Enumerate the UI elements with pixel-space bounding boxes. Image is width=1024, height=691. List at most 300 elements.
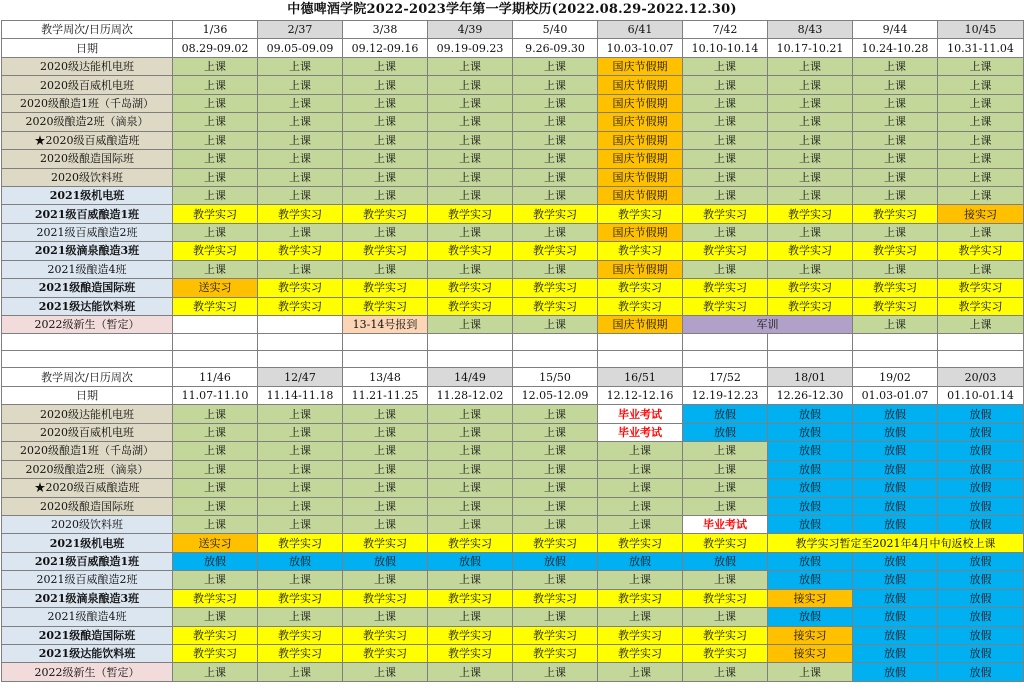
class-row xyxy=(2,552,1024,570)
class-row xyxy=(2,442,1024,460)
schedule-cell: 上课 xyxy=(173,94,258,112)
schedule-cell: 上课 xyxy=(173,150,258,168)
schedule-cell: 上课 xyxy=(258,515,343,533)
week-number-cell: 6/41 xyxy=(598,21,683,39)
schedule-cell: 教学实习 xyxy=(598,205,683,223)
schedule-cell: 上课 xyxy=(598,442,683,460)
schedule-cell: 上课 xyxy=(938,223,1024,241)
schedule-cell: 教学实习 xyxy=(173,297,258,315)
schedule-cell: 放假 xyxy=(853,460,938,478)
schedule-cell: 教学实习 xyxy=(513,626,598,644)
schedule-cell: 上课 xyxy=(428,57,513,75)
schedule-cell: 上课 xyxy=(258,460,343,478)
week-number-cell: 20/03 xyxy=(938,368,1024,386)
blank-cell xyxy=(2,334,173,351)
date-cell: 01.03-01.07 xyxy=(853,386,938,404)
blank-cell xyxy=(513,334,598,351)
date-cell: 12.12-12.16 xyxy=(598,386,683,404)
schedule-cell: 上课 xyxy=(683,76,768,94)
schedule-cell: 上课 xyxy=(683,186,768,204)
schedule-cell: 放假 xyxy=(938,442,1024,460)
blank-cell xyxy=(768,351,853,368)
schedule-cell: 上课 xyxy=(683,150,768,168)
schedule-cell: 上课 xyxy=(258,423,343,441)
date-label: 日期 xyxy=(2,386,173,404)
schedule-cell: 国庆节假期 xyxy=(598,223,683,241)
schedule-cell: 上课 xyxy=(173,460,258,478)
schedule-cell: 上课 xyxy=(513,608,598,626)
class-name-label: 2021级酿造4班 xyxy=(2,608,173,626)
schedule-cell: 上课 xyxy=(513,223,598,241)
week-number-cell: 11/46 xyxy=(173,368,258,386)
class-name-label: ★2020级百威酿造班 xyxy=(2,479,173,497)
schedule-cell: 上课 xyxy=(513,113,598,131)
schedule-cell: 上课 xyxy=(513,76,598,94)
week-number-cell: 18/01 xyxy=(768,368,853,386)
schedule-cell: 毕业考试 xyxy=(683,515,768,533)
schedule-cell: 教学实习 xyxy=(428,589,513,607)
schedule-cell xyxy=(258,316,343,334)
class-row xyxy=(2,316,1024,334)
schedule-cell: 上课 xyxy=(258,479,343,497)
schedule-cell: 上课 xyxy=(258,186,343,204)
schedule-cell: 上课 xyxy=(173,571,258,589)
schedule-cell: 上课 xyxy=(768,113,853,131)
schedule-cell: 上课 xyxy=(598,608,683,626)
date-cell: 10.31-11.04 xyxy=(938,39,1024,57)
schedule-cell: 教学实习 xyxy=(173,589,258,607)
class-name-label: 2020级达能机电班 xyxy=(2,405,173,423)
schedule-cell: 教学实习 xyxy=(853,297,938,315)
schedule-cell: 上课 xyxy=(513,405,598,423)
schedule-cell: 上课 xyxy=(343,497,428,515)
schedule-cell: 放假 xyxy=(768,405,853,423)
schedule-cell: 教学实习 xyxy=(598,242,683,260)
schedule-cell: 教学实习 xyxy=(428,297,513,315)
schedule-cell xyxy=(173,316,258,334)
week-number-cell: 4/39 xyxy=(428,21,513,39)
schedule-cell: 上课 xyxy=(258,442,343,460)
schedule-cell: 上课 xyxy=(598,497,683,515)
class-row xyxy=(2,168,1024,186)
schedule-cell: 国庆节假期 xyxy=(598,94,683,112)
schedule-cell: 教学实习 xyxy=(683,589,768,607)
schedule-cell: 国庆节假期 xyxy=(598,131,683,149)
date-cell: 12.19-12.23 xyxy=(683,386,768,404)
class-name-label: 2021级机电班 xyxy=(2,186,173,204)
schedule-cell: 放假 xyxy=(768,423,853,441)
schedule-cell: 上课 xyxy=(853,260,938,278)
week-number-cell: 5/40 xyxy=(513,21,598,39)
blank-cell xyxy=(853,334,938,351)
class-name-label: 2020级饮料班 xyxy=(2,515,173,533)
schedule-cell: 上课 xyxy=(683,460,768,478)
schedule-cell: 放假 xyxy=(853,645,938,663)
schedule-cell: 上课 xyxy=(853,131,938,149)
schedule-cell: 放假 xyxy=(938,405,1024,423)
week-number-cell: 12/47 xyxy=(258,368,343,386)
schedule-cell: 上课 xyxy=(258,405,343,423)
class-name-label: 2020级酿造1班（千岛湖） xyxy=(2,94,173,112)
schedule-cell: 放假 xyxy=(853,571,938,589)
schedule-cell: 上课 xyxy=(938,94,1024,112)
schedule-cell: 放假 xyxy=(768,571,853,589)
schedule-cell: 上课 xyxy=(428,131,513,149)
week-header-row xyxy=(2,21,1024,39)
schedule-cell: 上课 xyxy=(513,150,598,168)
schedule-cell: 教学实习 xyxy=(258,534,343,552)
class-row xyxy=(2,279,1024,297)
class-row xyxy=(2,76,1024,94)
blank-cell xyxy=(938,351,1024,368)
class-row xyxy=(2,186,1024,204)
schedule-cell: 上课 xyxy=(173,76,258,94)
class-name-label: 2022级新生（暂定） xyxy=(2,316,173,334)
schedule-cell: 教学实习 xyxy=(343,589,428,607)
blank-cell xyxy=(258,334,343,351)
class-row xyxy=(2,223,1024,241)
schedule-cell: 上课 xyxy=(343,186,428,204)
schedule-cell: 放假 xyxy=(853,497,938,515)
schedule-cell: 上课 xyxy=(428,497,513,515)
class-name-label: 2021级百威酿造2班 xyxy=(2,571,173,589)
schedule-cell: 上课 xyxy=(513,423,598,441)
date-cell: 01.10-01.14 xyxy=(938,386,1024,404)
schedule-cell: 上课 xyxy=(938,168,1024,186)
blank-cell xyxy=(343,351,428,368)
schedule-cell: 国庆节假期 xyxy=(598,316,683,334)
schedule-cell: 上课 xyxy=(258,497,343,515)
week-number-cell: 2/37 xyxy=(258,21,343,39)
blank-cell xyxy=(683,351,768,368)
schedule-cell: 上课 xyxy=(173,663,258,681)
class-name-label: 2020级酿造国际班 xyxy=(2,150,173,168)
schedule-cell: 放假 xyxy=(938,460,1024,478)
schedule-cell: 上课 xyxy=(683,113,768,131)
schedule-cell: 放假 xyxy=(853,479,938,497)
schedule-cell: 毕业考试 xyxy=(598,423,683,441)
blank-cell xyxy=(598,351,683,368)
date-cell: 11.07-11.10 xyxy=(173,386,258,404)
date-cell: 12.05-12.09 xyxy=(513,386,598,404)
schedule-cell: 教学实习 xyxy=(513,242,598,260)
schedule-cell: 上课 xyxy=(258,113,343,131)
schedule-cell: 上课 xyxy=(173,168,258,186)
schedule-cell: 上课 xyxy=(768,131,853,149)
date-cell: 12.26-12.30 xyxy=(768,386,853,404)
class-row xyxy=(2,534,1024,552)
schedule-cell: 上课 xyxy=(513,94,598,112)
class-row xyxy=(2,205,1024,223)
week-number-cell: 17/52 xyxy=(683,368,768,386)
schedule-cell: 上课 xyxy=(853,94,938,112)
schedule-cell: 放假 xyxy=(343,552,428,570)
schedule-cell: 上课 xyxy=(258,260,343,278)
class-row xyxy=(2,608,1024,626)
schedule-cell: 教学实习 xyxy=(428,205,513,223)
date-cell: 09.05-09.09 xyxy=(258,39,343,57)
week-header-row xyxy=(2,368,1024,386)
schedule-cell: 上课 xyxy=(343,223,428,241)
class-row xyxy=(2,94,1024,112)
week-number-cell: 10/45 xyxy=(938,21,1024,39)
schedule-cell: 放假 xyxy=(938,423,1024,441)
schedule-cell: 上课 xyxy=(343,571,428,589)
blank-cell xyxy=(853,351,938,368)
schedule-cell: 上课 xyxy=(768,223,853,241)
date-cell: 11.28-12.02 xyxy=(428,386,513,404)
class-row xyxy=(2,150,1024,168)
schedule-cell: 上课 xyxy=(938,113,1024,131)
date-row xyxy=(2,386,1024,404)
schedule-cell: 上课 xyxy=(768,168,853,186)
schedule-cell: 上课 xyxy=(428,186,513,204)
class-name-label: 2021级达能饮料班 xyxy=(2,297,173,315)
schedule-cell: 上课 xyxy=(853,150,938,168)
schedule-cell: 上课 xyxy=(428,113,513,131)
date-cell: 09.19-09.23 xyxy=(428,39,513,57)
schedule-cell: 教学实习 xyxy=(428,645,513,663)
week-header-label: 教学周次/日历周次 xyxy=(2,368,173,386)
schedule-cell: 教学实习 xyxy=(258,242,343,260)
class-name-label: 2020级百威机电班 xyxy=(2,76,173,94)
schedule-cell: 教学实习 xyxy=(683,242,768,260)
blank-cell xyxy=(768,334,853,351)
schedule-cell: 上课 xyxy=(173,479,258,497)
schedule-cell: 上课 xyxy=(513,186,598,204)
schedule-cell: 放假 xyxy=(768,497,853,515)
schedule-cell: 放假 xyxy=(683,423,768,441)
class-row xyxy=(2,405,1024,423)
schedule-cell: 上课 xyxy=(938,76,1024,94)
schedule-cell: 送实习 xyxy=(173,534,258,552)
class-name-label: 2020级饮料班 xyxy=(2,168,173,186)
schedule-cell: 上课 xyxy=(768,57,853,75)
date-row xyxy=(2,39,1024,57)
class-name-label: ★2020级百威酿造班 xyxy=(2,131,173,149)
schedule-cell: 上课 xyxy=(513,316,598,334)
schedule-cell: 上课 xyxy=(938,186,1024,204)
week-number-cell: 14/49 xyxy=(428,368,513,386)
schedule-cell: 放假 xyxy=(938,571,1024,589)
schedule-cell: 教学实习 xyxy=(598,279,683,297)
class-name-label: 2020级酿造国际班 xyxy=(2,497,173,515)
schedule-cell: 上课 xyxy=(598,479,683,497)
week-number-cell: 15/50 xyxy=(513,368,598,386)
schedule-cell: 放假 xyxy=(938,645,1024,663)
schedule-cell: 上课 xyxy=(513,442,598,460)
schedule-cell: 上课 xyxy=(428,423,513,441)
schedule-cell: 上课 xyxy=(598,515,683,533)
schedule-cell: 放假 xyxy=(938,608,1024,626)
blank-cell xyxy=(513,351,598,368)
schedule-cell: 上课 xyxy=(853,316,938,334)
schedule-cell: 上课 xyxy=(258,168,343,186)
blank-cell xyxy=(2,351,173,368)
blank-cell xyxy=(938,334,1024,351)
schedule-cell: 放假 xyxy=(768,552,853,570)
week-number-cell: 8/43 xyxy=(768,21,853,39)
schedule-cell: 上课 xyxy=(173,515,258,533)
schedule-cell: 上课 xyxy=(853,76,938,94)
class-name-label: 2021级酿造国际班 xyxy=(2,279,173,297)
schedule-cell: 上课 xyxy=(343,150,428,168)
schedule-cell: 放假 xyxy=(938,626,1024,644)
schedule-cell: 国庆节假期 xyxy=(598,76,683,94)
schedule-cell: 教学实习 xyxy=(853,205,938,223)
schedule-cell: 教学实习 xyxy=(428,242,513,260)
schedule-cell: 上课 xyxy=(683,479,768,497)
schedule-cell: 教学实习 xyxy=(173,626,258,644)
schedule-cell: 教学实习 xyxy=(513,589,598,607)
class-name-label: 2022级新生（暂定） xyxy=(2,663,173,681)
class-row xyxy=(2,497,1024,515)
schedule-cell: 放假 xyxy=(598,552,683,570)
date-cell: 10.10-10.14 xyxy=(683,39,768,57)
schedule-cell: 教学实习 xyxy=(428,534,513,552)
calendar-table xyxy=(1,20,1024,682)
week-number-cell: 9/44 xyxy=(853,21,938,39)
schedule-cell: 上课 xyxy=(173,131,258,149)
schedule-cell: 13-14号报到 xyxy=(343,316,428,334)
schedule-cell: 放假 xyxy=(768,479,853,497)
schedule-cell: 上课 xyxy=(258,94,343,112)
schedule-cell: 放假 xyxy=(683,552,768,570)
schedule-cell: 教学实习 xyxy=(343,242,428,260)
class-row xyxy=(2,571,1024,589)
schedule-cell: 上课 xyxy=(853,113,938,131)
schedule-cell: 上课 xyxy=(428,479,513,497)
schedule-cell: 教学实习 xyxy=(683,205,768,223)
schedule-cell: 放假 xyxy=(853,405,938,423)
blank-cell xyxy=(598,334,683,351)
schedule-cell: 上课 xyxy=(683,663,768,681)
schedule-cell: 上课 xyxy=(938,57,1024,75)
schedule-cell: 上课 xyxy=(258,223,343,241)
schedule-cell: 放假 xyxy=(173,552,258,570)
schedule-cell: 上课 xyxy=(683,608,768,626)
schedule-cell: 放假 xyxy=(938,589,1024,607)
schedule-cell: 放假 xyxy=(768,608,853,626)
schedule-cell: 放假 xyxy=(853,552,938,570)
schedule-cell: 放假 xyxy=(258,552,343,570)
schedule-cell: 上课 xyxy=(938,260,1024,278)
schedule-cell: 国庆节假期 xyxy=(598,186,683,204)
schedule-cell: 国庆节假期 xyxy=(598,113,683,131)
class-name-label: 2021级百威酿造1班 xyxy=(2,205,173,223)
class-name-label: 2020级酿造1班（千岛湖） xyxy=(2,442,173,460)
schedule-cell: 接实习 xyxy=(768,626,853,644)
schedule-cell: 教学实习 xyxy=(258,645,343,663)
schedule-cell: 上课 xyxy=(258,150,343,168)
schedule-cell: 教学实习 xyxy=(173,645,258,663)
schedule-cell: 上课 xyxy=(343,405,428,423)
schedule-cell: 教学实习 xyxy=(173,242,258,260)
schedule-cell: 放假 xyxy=(938,552,1024,570)
schedule-cell: 上课 xyxy=(258,131,343,149)
schedule-cell: 上课 xyxy=(428,260,513,278)
schedule-cell: 接实习 xyxy=(768,589,853,607)
schedule-cell: 教学实习 xyxy=(513,534,598,552)
schedule-cell: 上课 xyxy=(428,223,513,241)
blank-cell xyxy=(258,351,343,368)
schedule-cell: 上课 xyxy=(428,76,513,94)
class-name-label: 2021级滴泉酿造3班 xyxy=(2,589,173,607)
schedule-cell: 教学实习 xyxy=(598,534,683,552)
schedule-cell: 教学实习 xyxy=(768,297,853,315)
schedule-cell: 上课 xyxy=(343,57,428,75)
schedule-cell: 上课 xyxy=(428,460,513,478)
schedule-cell: 上课 xyxy=(173,113,258,131)
schedule-cell: 放假 xyxy=(938,663,1024,681)
schedule-cell: 上课 xyxy=(173,608,258,626)
schedule-cell: 放假 xyxy=(938,479,1024,497)
page-title: 中德啤酒学院2022-2023学年第一学期校历(2022.08.29-2022.12.30) xyxy=(287,2,737,17)
class-row xyxy=(2,242,1024,260)
schedule-cell: 教学实习 xyxy=(343,279,428,297)
class-row xyxy=(2,589,1024,607)
schedule-cell: 教学实习 xyxy=(258,205,343,223)
schedule-cell: 教学实习 xyxy=(853,279,938,297)
week-number-cell: 7/42 xyxy=(683,21,768,39)
schedule-cell: 接实习 xyxy=(768,645,853,663)
schedule-cell: 国庆节假期 xyxy=(598,168,683,186)
class-name-label: 2020级百威机电班 xyxy=(2,423,173,441)
schedule-cell: 上课 xyxy=(428,663,513,681)
schedule-cell: 教学实习 xyxy=(768,279,853,297)
schedule-cell: 教学实习 xyxy=(258,626,343,644)
schedule-cell: 上课 xyxy=(428,442,513,460)
class-row xyxy=(2,423,1024,441)
schedule-cell: 上课 xyxy=(173,186,258,204)
schedule-cell: 上课 xyxy=(513,57,598,75)
schedule-cell: 国庆节假期 xyxy=(598,260,683,278)
schedule-cell: 上课 xyxy=(258,608,343,626)
week-header-label: 教学周次/日历周次 xyxy=(2,21,173,39)
schedule-cell: 上课 xyxy=(343,460,428,478)
schedule-cell: 教学实习 xyxy=(768,242,853,260)
schedule-cell: 上课 xyxy=(768,94,853,112)
date-cell: 10.03-10.07 xyxy=(598,39,683,57)
week-number-cell: 13/48 xyxy=(343,368,428,386)
schedule-cell: 上课 xyxy=(683,442,768,460)
schedule-cell: 上课 xyxy=(343,131,428,149)
schedule-cell: 教学实习 xyxy=(343,534,428,552)
schedule-cell: 上课 xyxy=(343,663,428,681)
schedule-cell: 教学实习 xyxy=(513,645,598,663)
schedule-cell: 上课 xyxy=(513,571,598,589)
schedule-cell: 上课 xyxy=(513,479,598,497)
schedule-cell: 放假 xyxy=(853,608,938,626)
schedule-cell: 放假 xyxy=(853,423,938,441)
date-label: 日期 xyxy=(2,39,173,57)
schedule-cell: 教学实习 xyxy=(598,626,683,644)
schedule-cell: 上课 xyxy=(428,571,513,589)
schedule-cell: 教学实习 xyxy=(428,279,513,297)
schedule-cell: 上课 xyxy=(513,515,598,533)
schedule-cell: 放假 xyxy=(853,589,938,607)
schedule-cell: 放假 xyxy=(768,442,853,460)
blank-cell xyxy=(173,351,258,368)
schedule-cell: 放假 xyxy=(853,515,938,533)
schedule-cell: 教学实习 xyxy=(853,242,938,260)
date-cell: 11.21-11.25 xyxy=(343,386,428,404)
schedule-cell: 上课 xyxy=(343,479,428,497)
calendar-body xyxy=(2,21,1024,682)
date-cell: 09.12-09.16 xyxy=(343,39,428,57)
schedule-cell: 上课 xyxy=(938,150,1024,168)
schedule-cell: 上课 xyxy=(428,150,513,168)
